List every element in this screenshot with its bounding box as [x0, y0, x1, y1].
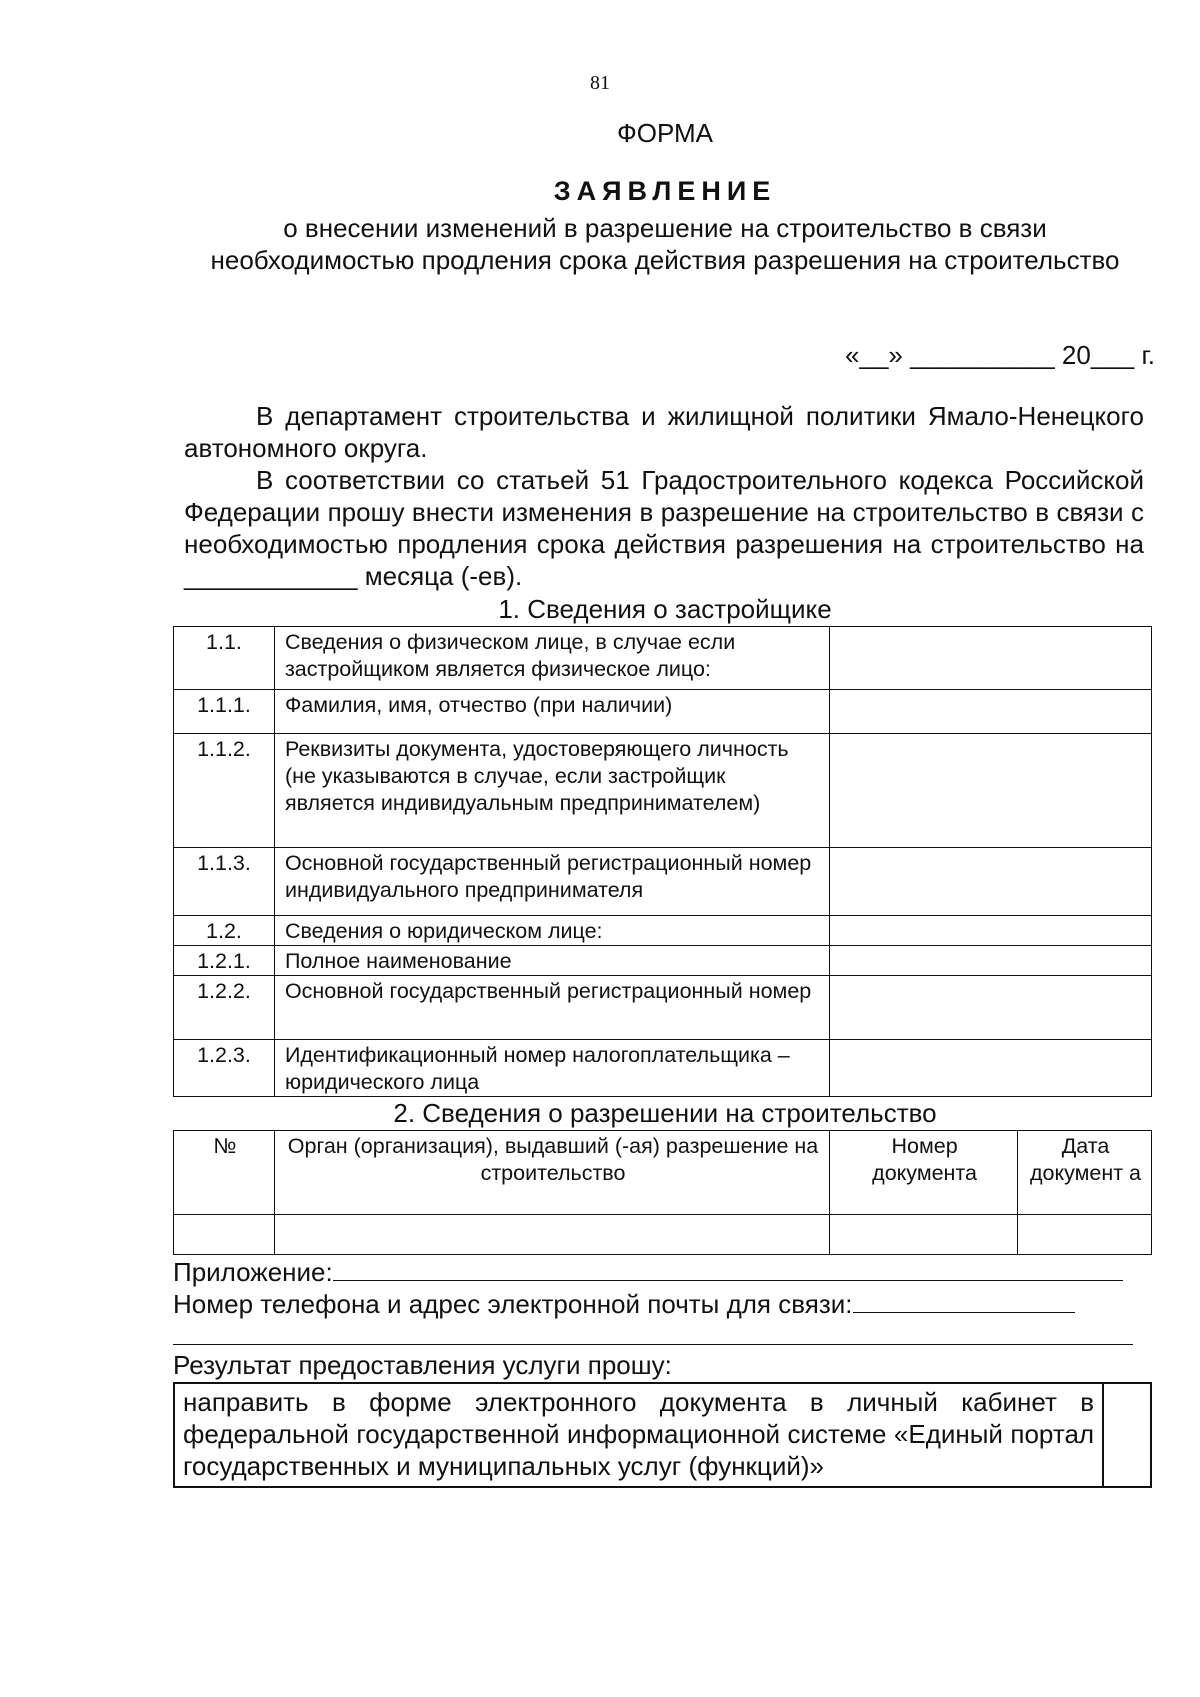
section-1-title: 1. Сведения о застройщике — [498, 594, 832, 624]
row-label: Полное наименование — [274, 946, 830, 976]
result-label: Результат предоставления услуги прошу: — [173, 1350, 672, 1380]
row-value-field[interactable] — [830, 946, 1152, 976]
row-number: 1.2.1. — [174, 946, 275, 976]
column-header-document-number: Номер документа — [830, 1131, 1018, 1215]
document-date-field[interactable] — [1018, 1215, 1152, 1255]
row-value-field[interactable] — [830, 734, 1152, 848]
contact-label: Номер телефона и адрес электронной почты для связи: — [173, 1289, 853, 1319]
result-options-table — [173, 1382, 1152, 1488]
table-row — [174, 627, 1152, 690]
row-number: 1.2.3. — [174, 1040, 275, 1097]
form-label: ФОРМА — [616, 118, 714, 148]
table-row — [174, 848, 1152, 916]
date-field[interactable]: «__» __________ 20___ г. — [845, 340, 1155, 370]
table-row — [174, 916, 1152, 946]
table-row — [174, 690, 1152, 734]
row-number: 1.1.2. — [174, 734, 275, 848]
contact-field[interactable] — [853, 1288, 1075, 1313]
row-value-field[interactable] — [830, 848, 1152, 916]
row-value-field[interactable] — [830, 1040, 1152, 1097]
table-row — [174, 1215, 1152, 1255]
developer-info-table — [173, 626, 1152, 1097]
row-label: Основной государственный регистрационный номер — [274, 976, 830, 1040]
table-row — [174, 946, 1152, 976]
request-text: В соответствии со статьей 51 Градостроительного кодекса Российской Федерации прошу внести изменения в разрешение на строительство в связи с необходимостью продления срока действия разрешения на строительство на ____________ месяца (-ев). — [184, 465, 1144, 591]
result-option-text: направить в форме электронного документа в личный кабинет в федеральной государственной информационной системе «Единый портал государственных и муниципальных услуг (функций)» — [174, 1383, 1103, 1487]
row-number: 1.1. — [174, 627, 275, 690]
number-field[interactable] — [174, 1215, 275, 1255]
row-value-field[interactable] — [830, 916, 1152, 946]
result-option-checkbox[interactable] — [1103, 1383, 1151, 1487]
row-value-field[interactable] — [830, 690, 1152, 734]
row-label: Сведения о юридическом лице: — [274, 916, 830, 946]
section-2-title: 2. Сведения о разрешении на строительство — [393, 1098, 937, 1128]
row-number: 1.2. — [174, 916, 275, 946]
row-label: Идентификационный номер налогоплательщика – юридического лица — [274, 1040, 830, 1097]
permit-info-table — [173, 1130, 1152, 1255]
table-header-row — [174, 1131, 1152, 1215]
attachments-field[interactable] — [333, 1256, 1123, 1281]
row-value-field[interactable] — [830, 976, 1152, 1040]
document-number-field[interactable] — [830, 1215, 1018, 1255]
addressee-paragraph — [184, 400, 1144, 464]
contact-line — [173, 1288, 1075, 1320]
addressee-text: В департамент строительства и жилищной политики Ямало-Ненецкого автономного округа. — [184, 401, 1144, 463]
page-number: 81 — [590, 72, 610, 94]
row-number: 1.1.3. — [174, 848, 275, 916]
row-value-field[interactable] — [830, 627, 1152, 690]
row-label: Основной государственный регистрационный номер индивидуального предпринимателя — [274, 848, 830, 916]
authority-field[interactable] — [274, 1215, 829, 1255]
document-subtitle: о внесении изменений в разрешение на строительство в связи необходимостью продления срока действия разрешения на строительство — [210, 213, 1120, 275]
attachments-label: Приложение: — [173, 1257, 333, 1287]
row-number: 1.2.2. — [174, 976, 275, 1040]
result-option-row — [174, 1383, 1151, 1487]
request-paragraph — [184, 464, 1144, 592]
row-label: Сведения о физическом лице, в случае если застройщиком является физическое лицо: — [274, 627, 830, 690]
document-title: ЗАЯВЛЕНИЕ — [553, 176, 777, 206]
table-row — [174, 976, 1152, 1040]
attachments-line — [173, 1256, 1123, 1288]
column-header-authority: Орган (организация), выдавший (-ая) разрешение на строительство — [274, 1131, 829, 1215]
row-number: 1.1.1. — [174, 690, 275, 734]
row-label: Реквизиты документа, удостоверяющего личность (не указываются в случае, если застройщик является индивидуальным предпринимателем) — [274, 734, 830, 848]
column-header-number: № — [174, 1131, 275, 1215]
row-label: Фамилия, имя, отчество (при наличии) — [274, 690, 830, 734]
table-row — [174, 1040, 1152, 1097]
table-row — [174, 734, 1152, 848]
column-header-document-date: Дата документ а — [1018, 1131, 1152, 1215]
contact-field-continuation[interactable] — [173, 1344, 1133, 1345]
